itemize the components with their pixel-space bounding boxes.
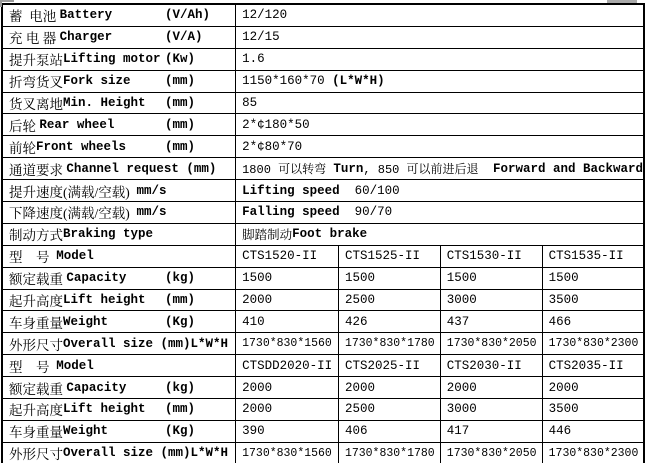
text-part: (mm)L*W*H	[160, 336, 229, 351]
row-value-cell	[440, 311, 542, 333]
row-value-cell	[338, 289, 440, 311]
table-row	[2, 333, 644, 355]
row-value-cell	[542, 311, 644, 333]
cell-content	[441, 421, 542, 442]
text-part: CTS1520-II	[242, 249, 318, 264]
row-label-cell	[2, 311, 236, 333]
text-part: 466	[548, 314, 572, 329]
text-part: 前轮	[9, 140, 36, 156]
cell-content	[3, 93, 235, 114]
text-part: 2*¢180*50	[242, 117, 310, 132]
row-value-cell	[236, 92, 644, 114]
text-part: CTS1525-II	[344, 249, 420, 264]
row-value-cell	[338, 399, 440, 421]
cell-content	[441, 333, 542, 354]
row-value-cell	[440, 245, 542, 267]
row-value-cell	[440, 420, 542, 442]
cell-content	[543, 246, 643, 267]
text-part: 起升高度	[9, 403, 63, 419]
table-row	[2, 4, 644, 26]
cell-content	[543, 355, 643, 376]
text-part: CTS2035-II	[548, 358, 624, 373]
text-part: (mm)L*W*H	[160, 446, 229, 461]
text-part: 410	[242, 314, 265, 329]
text-part: 417	[446, 424, 470, 439]
text-part: 额定载重	[9, 381, 67, 397]
text-part: 3500	[548, 402, 579, 417]
table-row	[2, 442, 644, 463]
row-value-cell	[236, 180, 644, 202]
text-part: 85	[242, 96, 258, 110]
cell-content	[543, 443, 643, 463]
text-part: 90/70	[354, 205, 393, 220]
text-part: 2500	[344, 293, 375, 308]
row-value-cell	[440, 399, 542, 421]
row-value-cell	[542, 245, 644, 267]
text-part: Channel request	[66, 161, 187, 176]
text-part: 下降速度(满载/空载)	[9, 206, 137, 222]
row-label-cell	[2, 180, 236, 202]
cell-content	[3, 158, 235, 179]
unit-label: (mm)	[165, 293, 196, 308]
cell-content	[3, 224, 235, 245]
row-label-cell	[2, 355, 236, 377]
table-row	[2, 399, 644, 421]
cell-content	[543, 399, 643, 420]
row-label-cell	[2, 158, 236, 180]
cell-content	[339, 443, 440, 463]
cell-content	[339, 399, 440, 420]
cell-content	[3, 114, 235, 135]
row-label-cell	[2, 267, 236, 289]
unit-label: (V/Ah)	[165, 8, 211, 23]
cell-content	[441, 246, 542, 267]
row-value-cell	[338, 442, 440, 463]
cell-content	[543, 421, 643, 442]
row-label-cell	[2, 92, 236, 114]
text-part: Forward and Backward	[492, 161, 643, 176]
cell-content	[236, 202, 643, 223]
text-part: 3000	[446, 293, 477, 308]
unit-label: (mm)	[165, 117, 196, 132]
table-row	[2, 158, 644, 180]
text-part: 通道要求	[9, 162, 67, 178]
cell-content	[3, 71, 235, 92]
table-row	[2, 114, 644, 136]
cell-content	[236, 421, 338, 442]
cell-content	[236, 268, 338, 289]
text-part: 车身重量	[9, 315, 63, 331]
row-value-cell	[236, 70, 644, 92]
row-value-cell	[440, 442, 542, 463]
text-part: Min. Height	[63, 96, 146, 110]
cell-content	[236, 311, 338, 332]
cell-content	[339, 290, 440, 311]
cell-content	[236, 224, 643, 245]
text-part: 1500	[446, 271, 477, 286]
text-part: 蓄 电池	[9, 9, 60, 25]
text-part: Capacity	[66, 271, 127, 286]
table-row	[2, 48, 644, 70]
cell-content	[236, 71, 643, 92]
text-part: 1730*830*1560	[242, 337, 332, 351]
row-label-cell	[2, 70, 236, 92]
unit-label: (kg)	[165, 271, 196, 286]
text-part: 折弯货叉	[9, 75, 63, 91]
spec-table	[1, 3, 645, 463]
row-value-cell	[542, 289, 644, 311]
text-part: 3000	[446, 402, 477, 417]
text-part: Rear wheel	[39, 117, 115, 132]
text-part: 1500	[344, 271, 375, 286]
text-part: 2000	[548, 380, 579, 395]
cell-content	[441, 268, 542, 289]
spec-table-body	[2, 4, 644, 463]
row-value-cell	[542, 442, 644, 463]
unit-label: (Kg)	[165, 424, 196, 439]
text-part: 车身重量	[9, 425, 63, 441]
cell-content	[441, 443, 542, 463]
text-part: 446	[548, 424, 572, 439]
text-part: 外形尺寸	[9, 337, 63, 353]
row-value-cell	[236, 420, 339, 442]
row-value-cell	[338, 355, 440, 377]
cell-content	[3, 202, 235, 223]
text-part: 437	[446, 314, 470, 329]
text-part: 制动方式	[9, 228, 63, 244]
row-label-cell	[2, 26, 236, 48]
row-label-cell	[2, 442, 236, 463]
text-part: (mm)	[186, 161, 217, 176]
text-part: Foot brake	[292, 227, 368, 242]
text-part: Battery	[59, 8, 113, 23]
unit-label: (mm)	[165, 402, 196, 417]
cell-content	[543, 333, 643, 354]
text-part: CTS1535-II	[548, 249, 624, 264]
text-part: 1.6	[242, 52, 265, 67]
text-part: (L*W*H)	[332, 74, 385, 89]
table-row	[2, 355, 644, 377]
text-part: Model	[56, 358, 94, 373]
row-value-cell	[338, 311, 440, 333]
table-row	[2, 377, 644, 399]
row-value-cell	[236, 114, 644, 136]
text-part: 1730*830*2050	[446, 446, 537, 460]
row-value-cell	[236, 158, 644, 180]
text-part: 1730*830*2050	[446, 337, 537, 351]
cell-content	[339, 377, 440, 398]
cell-content	[236, 158, 643, 179]
row-value-cell	[440, 355, 542, 377]
text-part: Weight	[63, 424, 109, 439]
text-part: 2000	[344, 380, 375, 395]
row-value-cell	[236, 223, 644, 245]
cell-content	[441, 355, 542, 376]
text-part: Weight	[63, 314, 109, 329]
cell-content	[441, 377, 542, 398]
cell-content	[3, 49, 235, 70]
text-part: Overall size	[63, 336, 161, 351]
row-value-cell	[236, 245, 339, 267]
text-part: 额定载重	[9, 272, 67, 288]
cell-content	[543, 377, 643, 398]
text-part: 后轮	[9, 118, 40, 134]
cell-content	[3, 377, 235, 398]
text-part: 390	[242, 424, 265, 439]
text-part: 2*¢80*70	[242, 139, 303, 154]
row-label-cell	[2, 4, 236, 26]
table-row	[2, 223, 644, 245]
cell-content	[236, 246, 338, 267]
text-part: Lifting speed	[242, 183, 355, 198]
cell-content	[3, 27, 235, 48]
row-value-cell	[236, 267, 339, 289]
cell-content	[236, 290, 338, 311]
cell-content	[3, 246, 235, 267]
cell-content	[236, 93, 643, 114]
text-part: Braking type	[63, 227, 154, 242]
cell-content	[339, 333, 440, 354]
text-part: 2000	[242, 380, 273, 395]
row-value-cell	[338, 420, 440, 442]
table-row	[2, 420, 644, 442]
text-part: CTSDD2020-II	[242, 358, 333, 373]
text-part: 提升泵站	[9, 53, 63, 69]
cell-content	[236, 49, 643, 70]
cell-content	[236, 27, 643, 48]
text-part: Lift height	[63, 402, 146, 417]
text-part: Lifting motor	[63, 52, 161, 67]
cell-content	[236, 136, 643, 157]
row-value-cell	[236, 289, 339, 311]
cell-content	[543, 268, 643, 289]
text-part: 2000	[446, 380, 477, 395]
text-part: mm/s	[136, 205, 167, 220]
text-part: 1730*830*1780	[344, 337, 435, 351]
table-row	[2, 70, 644, 92]
cell-content	[339, 311, 440, 332]
text-part: Lift height	[63, 293, 146, 308]
table-row	[2, 202, 644, 224]
cell-content	[3, 421, 235, 442]
text-part: 2000	[242, 402, 273, 417]
text-part: , 850 可以前进后退	[363, 163, 493, 178]
row-value-cell	[440, 289, 542, 311]
row-value-cell	[236, 311, 339, 333]
row-value-cell	[236, 202, 644, 224]
table-row	[2, 245, 644, 267]
row-value-cell	[236, 377, 339, 399]
row-value-cell	[236, 442, 339, 463]
row-value-cell	[236, 4, 644, 26]
row-label-cell	[2, 289, 236, 311]
unit-label: (mm)	[165, 74, 196, 89]
text-part: 1730*830*2300	[548, 446, 639, 460]
text-part: 提升速度(满载/空载)	[9, 184, 137, 200]
unit-label: (mm)	[165, 139, 196, 154]
cell-content	[441, 399, 542, 420]
cell-content	[236, 443, 338, 463]
row-value-cell	[338, 267, 440, 289]
row-value-cell	[440, 333, 542, 355]
text-part: Charger	[59, 30, 113, 45]
text-part: Model	[56, 249, 94, 264]
table-row	[2, 180, 644, 202]
text-part: 型 号	[9, 359, 57, 375]
row-value-cell	[542, 355, 644, 377]
table-row	[2, 311, 644, 333]
text-part: 1500	[548, 271, 579, 286]
text-part: 2500	[344, 402, 375, 417]
row-value-cell	[542, 333, 644, 355]
text-part: 起升高度	[9, 294, 63, 310]
text-part: 外形尺寸	[9, 447, 63, 463]
text-part: 1800 可以转弯	[242, 163, 334, 178]
cell-content	[543, 311, 643, 332]
row-label-cell	[2, 333, 236, 355]
cell-content	[3, 311, 235, 332]
text-part: CTS1530-II	[446, 249, 522, 264]
text-part: Falling speed	[242, 205, 355, 220]
table-row	[2, 136, 644, 158]
row-value-cell	[542, 267, 644, 289]
text-part: 1730*830*1780	[344, 446, 435, 460]
row-value-cell	[338, 377, 440, 399]
text-part: 1150*160*70	[242, 74, 333, 89]
text-part: 1730*830*1560	[242, 446, 332, 460]
row-label-cell	[2, 223, 236, 245]
cell-content	[236, 355, 338, 376]
cell-content	[339, 421, 440, 442]
row-label-cell	[2, 114, 236, 136]
row-label-cell	[2, 245, 236, 267]
row-label-cell	[2, 399, 236, 421]
cell-content	[236, 114, 643, 135]
cell-content	[339, 246, 440, 267]
row-value-cell	[236, 26, 644, 48]
cell-content	[236, 333, 338, 354]
table-row	[2, 26, 644, 48]
text-part: CTS2030-II	[446, 358, 522, 373]
text-part: mm/s	[136, 183, 167, 198]
cell-content	[3, 290, 235, 311]
text-part: 3500	[548, 293, 579, 308]
text-part: Capacity	[66, 380, 127, 395]
cell-content	[441, 290, 542, 311]
row-label-cell	[2, 420, 236, 442]
unit-label: (Kg)	[165, 314, 196, 329]
table-row	[2, 267, 644, 289]
cell-content	[339, 268, 440, 289]
cell-content	[236, 5, 643, 26]
table-row	[2, 92, 644, 114]
text-part: 脚踏制动	[242, 229, 293, 244]
row-value-cell	[236, 399, 339, 421]
cell-content	[236, 377, 338, 398]
row-value-cell	[236, 136, 644, 158]
unit-label: (mm)	[165, 96, 196, 110]
cell-content	[339, 355, 440, 376]
cell-content	[543, 290, 643, 311]
cell-content	[3, 268, 235, 289]
row-value-cell	[440, 377, 542, 399]
text-part: 406	[344, 424, 368, 439]
text-part: 货叉离地	[9, 97, 63, 112]
row-value-cell	[338, 245, 440, 267]
unit-label: (V/A)	[165, 30, 203, 45]
text-part: Overall size	[63, 446, 161, 461]
row-value-cell	[542, 377, 644, 399]
row-value-cell	[542, 420, 644, 442]
row-value-cell	[338, 333, 440, 355]
text-part: 1730*830*2300	[548, 337, 639, 351]
text-part: 1500	[242, 271, 273, 286]
row-label-cell	[2, 202, 236, 224]
row-label-cell	[2, 136, 236, 158]
cell-content	[3, 399, 235, 420]
text-part: Front wheels	[36, 139, 127, 154]
row-value-cell	[440, 267, 542, 289]
text-part: Turn	[333, 161, 364, 176]
unit-label: (kg)	[165, 380, 196, 395]
text-part: CTS2025-II	[344, 358, 420, 373]
row-value-cell	[236, 355, 339, 377]
cell-content	[3, 136, 235, 157]
row-label-cell	[2, 377, 236, 399]
cell-content	[3, 355, 235, 376]
text-part: Fork size	[63, 74, 131, 89]
cell-content	[3, 443, 235, 463]
text-part: 60/100	[354, 183, 400, 198]
cell-content	[236, 399, 338, 420]
row-value-cell	[542, 399, 644, 421]
cell-content	[441, 311, 542, 332]
crop-artifact-top-right	[607, 0, 637, 3]
table-row	[2, 289, 644, 311]
cell-content	[3, 5, 235, 26]
row-value-cell	[236, 333, 339, 355]
unit-label: (Kw)	[165, 52, 196, 67]
row-label-cell	[2, 48, 236, 70]
text-part: 12/120	[242, 8, 288, 23]
text-part: 型 号	[9, 250, 57, 266]
text-part: 充 电 器	[9, 31, 60, 47]
text-part: 426	[344, 314, 368, 329]
cell-content	[3, 333, 235, 354]
cell-content	[236, 180, 643, 201]
row-value-cell	[236, 48, 644, 70]
text-part: 2000	[242, 293, 273, 308]
cell-content	[3, 180, 235, 201]
text-part: 12/15	[242, 30, 280, 45]
